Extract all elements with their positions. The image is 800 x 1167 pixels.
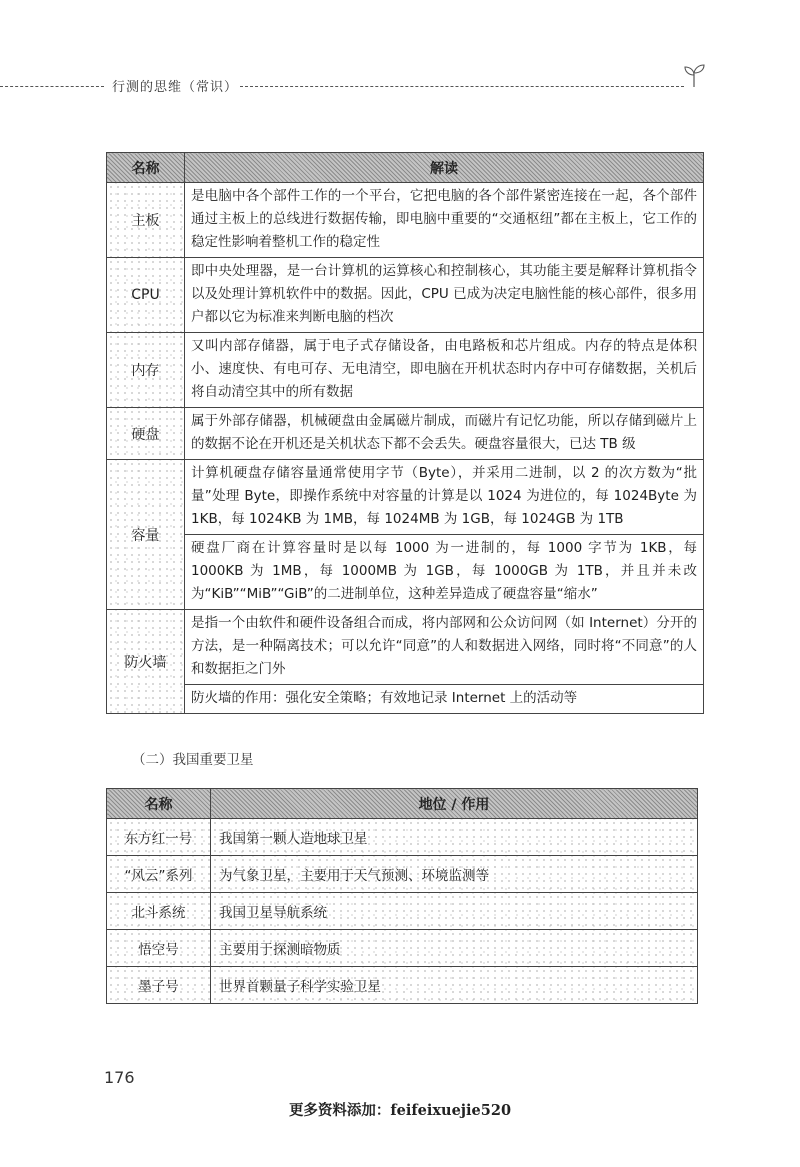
component-name: 内存 [107,333,185,408]
component-description: 是电脑中各个部件工作的一个平台，它把电脑的各个部件紧密连接在一起，各个部件通过主板上的总线进行数据传输，即电脑中重要的“交通枢纽”都在主板上，它工作的稳定性影响着整机工作的稳定性 [185,183,704,258]
sprout-icon [682,62,706,88]
column-header-name: 名称 [107,789,211,819]
table-row [107,967,698,1004]
footer-note: 更多资料添加：feifeixuejie520 [288,1102,512,1119]
table-row [107,258,704,333]
table-row [107,856,698,893]
column-header-role: 地位 / 作用 [211,789,698,819]
table-row [107,610,704,685]
table-row [107,893,698,930]
satellite-role: 为气象卫星，主要用于天气预测、环境监测等 [211,856,698,893]
component-name: CPU [107,258,185,333]
component-description: 即中央处理器，是一台计算机的运算核心和控制核心，其功能主要是解释计算机指令以及处理计算机软件中的数据。因此，CPU 已成为决定电脑性能的核心部件，很多用户都以它为标准来判断电脑的档次 [185,258,704,333]
header-rule-left [0,86,104,87]
section-title: （二）我国重要卫星 [132,752,254,768]
computer-components-table [106,152,704,714]
page-number: 176 [104,1068,135,1087]
table-row [107,333,704,408]
column-header-description: 解读 [185,153,704,183]
component-description: 硬盘厂商在计算容量时是以每 1000 为一进制的，每 1000 字节为 1KB，每 1000KB 为 1MB，每 1000MB 为 1GB，每 1000GB 为 1TB，并且并未改为“KiB”“MiB”“GiB”的二进制单位，这种差异造成了硬盘容量“缩水” [185,535,704,610]
header-rule-right [240,86,684,87]
satellite-role: 世界首颗量子科学实验卫星 [211,967,698,1004]
satellite-role: 我国卫星导航系统 [211,893,698,930]
satellite-role: 主要用于探测暗物质 [211,930,698,967]
satellite-role: 我国第一颗人造地球卫星 [211,819,698,856]
component-name: 容量 [107,460,185,610]
satellite-name: “风云”系列 [107,856,211,893]
table-row [107,685,704,714]
table-row [107,408,704,460]
component-name: 主板 [107,183,185,258]
component-description: 是指一个由软件和硬件设备组合而成，将内部网和公众访问网（如 Internet）分开的方法，是一种隔离技术；可以允许“同意”的人和数据进入网络，同时将“不同意”的人和数据拒之门外 [185,610,704,685]
satellites-table [106,788,698,1004]
table-header-row [107,153,704,183]
satellite-name: 东方红一号 [107,819,211,856]
table-row [107,183,704,258]
component-name: 硬盘 [107,408,185,460]
component-description: 属于外部存储器，机械硬盘由金属磁片制成，而磁片有记忆功能，所以存储到磁片上的数据不论在开机还是关机状态下都不会丢失。硬盘容量很大，已达 TB 级 [185,408,704,460]
table-header-row [107,789,698,819]
satellite-name: 悟空号 [107,930,211,967]
component-name: 防火墙 [107,610,185,714]
running-header-title: 行测的思维（常识） [112,80,239,95]
table-row [107,819,698,856]
component-description: 防火墙的作用：强化安全策略；有效地记录 Internet 上的活动等 [185,685,704,714]
component-description: 又叫内部存储器，属于电子式存储设备，由电路板和芯片组成。内存的特点是体积小、速度快、有电可存、无电清空，即电脑在开机状态时内存中可存储数据，关机后将自动清空其中的所有数据 [185,333,704,408]
component-description: 计算机硬盘存储容量通常使用字节（Byte），并采用二进制，以 2 的次方数为“批量”处理 Byte，即操作系统中对容量的计算是以 1024 为进位的，每 1024Byte 为 1KB，每 1024KB 为 1MB，每 1024MB 为 1GB，每 1024GB 为 1TB [185,460,704,535]
table-row [107,535,704,610]
satellite-name: 墨子号 [107,967,211,1004]
column-header-name: 名称 [107,153,185,183]
table-row [107,460,704,535]
satellite-name: 北斗系统 [107,893,211,930]
table-row [107,930,698,967]
